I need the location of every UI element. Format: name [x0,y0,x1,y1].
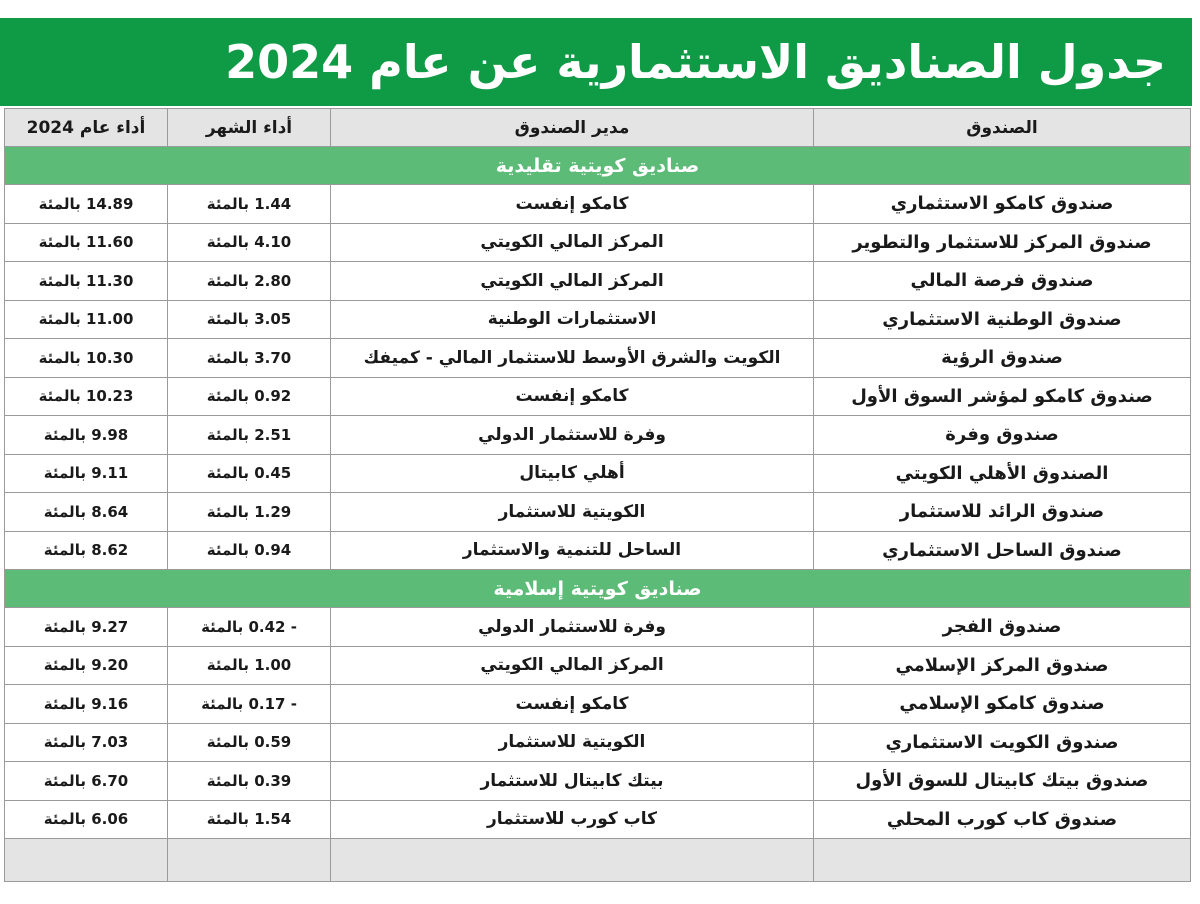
fund-name-cell: صندوق كاب كورب المحلي [814,800,1191,839]
year-performance-cell: 7.03 بالمئة [5,723,168,762]
table-row [5,185,1191,224]
fund-name-cell: الصندوق الأهلي الكويتي [814,454,1191,493]
manager-cell: كاب كورب للاستثمار [331,800,814,839]
year-performance-cell: 9.98 بالمئة [5,416,168,455]
month-performance-cell: 0.45 بالمئة [168,454,331,493]
table-row [5,339,1191,378]
table-body [5,147,1191,882]
manager-cell: وفرة للاستثمار الدولي [331,608,814,647]
table-header-row [5,109,1191,147]
month-performance-cell: - 0.17 بالمئة [168,685,331,724]
manager-cell: الاستثمارات الوطنية [331,300,814,339]
table-row [5,300,1191,339]
year-performance-cell: 11.60 بالمئة [5,223,168,262]
table-row [5,223,1191,262]
month-performance-cell: 1.29 بالمئة [168,493,331,532]
year-performance-cell: 6.70 بالمئة [5,762,168,801]
section-title: صناديق كويتية تقليدية [5,147,1191,185]
table-row [5,762,1191,801]
table-row [5,454,1191,493]
fund-name-cell: صندوق كامكو لمؤشر السوق الأول [814,377,1191,416]
month-performance-cell: 0.39 بالمئة [168,762,331,801]
table-row [5,377,1191,416]
fund-name-cell: صندوق كامكو الاستثماري [814,185,1191,224]
year-performance-cell: 8.64 بالمئة [5,493,168,532]
table-row [5,531,1191,570]
year-performance-cell: 11.00 بالمئة [5,300,168,339]
manager-cell: الكويت والشرق الأوسط للاستثمار المالي - كميفك [331,339,814,378]
year-performance-cell: 10.30 بالمئة [5,339,168,378]
month-performance-cell: - 0.42 بالمئة [168,608,331,647]
year-performance-cell: 9.16 بالمئة [5,685,168,724]
empty-cell [814,839,1191,882]
manager-cell: كامكو إنفست [331,685,814,724]
fund-name-cell: صندوق الرائد للاستثمار [814,493,1191,532]
fund-name-cell: صندوق كامكو الإسلامي [814,685,1191,724]
column-header-manager: مدير الصندوق [331,109,814,147]
fund-name-cell: صندوق الوطنية الاستثماري [814,300,1191,339]
table-row [5,723,1191,762]
table-row [5,608,1191,647]
year-performance-cell: 11.30 بالمئة [5,262,168,301]
month-performance-cell: 2.80 بالمئة [168,262,331,301]
month-performance-cell: 3.05 بالمئة [168,300,331,339]
fund-name-cell: صندوق وفرة [814,416,1191,455]
fund-name-cell: صندوق بيتك كابيتال للسوق الأول [814,762,1191,801]
month-performance-cell: 0.94 بالمئة [168,531,331,570]
year-performance-cell: 8.62 بالمئة [5,531,168,570]
fund-name-cell: صندوق الفجر [814,608,1191,647]
year-performance-cell: 14.89 بالمئة [5,185,168,224]
manager-cell: أهلي كابيتال [331,454,814,493]
empty-cell [5,839,168,882]
manager-cell: المركز المالي الكويتي [331,223,814,262]
year-performance-cell: 10.23 بالمئة [5,377,168,416]
fund-name-cell: صندوق الساحل الاستثماري [814,531,1191,570]
month-performance-cell: 3.70 بالمئة [168,339,331,378]
manager-cell: كامكو إنفست [331,185,814,224]
column-header-month: أداء الشهر [168,109,331,147]
manager-cell: الكويتية للاستثمار [331,723,814,762]
month-performance-cell: 2.51 بالمئة [168,416,331,455]
year-performance-cell: 9.11 بالمئة [5,454,168,493]
table-row [5,800,1191,839]
month-performance-cell: 0.59 بالمئة [168,723,331,762]
table-row [5,685,1191,724]
column-header-year: أداء عام 2024 [5,109,168,147]
manager-cell: كامكو إنفست [331,377,814,416]
month-performance-cell: 1.54 بالمئة [168,800,331,839]
section-header-row [5,570,1191,608]
manager-cell: وفرة للاستثمار الدولي [331,416,814,455]
year-performance-cell: 9.20 بالمئة [5,646,168,685]
column-header-fund: الصندوق [814,109,1191,147]
empty-cell [168,839,331,882]
empty-row [5,839,1191,882]
year-performance-cell: 6.06 بالمئة [5,800,168,839]
table-row [5,262,1191,301]
manager-cell: الكويتية للاستثمار [331,493,814,532]
manager-cell: الساحل للتنمية والاستثمار [331,531,814,570]
table-row [5,493,1191,532]
manager-cell: المركز المالي الكويتي [331,262,814,301]
section-title: صناديق كويتية إسلامية [5,570,1191,608]
table-row [5,416,1191,455]
fund-name-cell: صندوق المركز للاستثمار والتطوير [814,223,1191,262]
title-banner [0,18,1192,106]
manager-cell: بيتك كابيتال للاستثمار [331,762,814,801]
empty-cell [331,839,814,882]
manager-cell: المركز المالي الكويتي [331,646,814,685]
table-row [5,646,1191,685]
year-performance-cell: 9.27 بالمئة [5,608,168,647]
fund-name-cell: صندوق الكويت الاستثماري [814,723,1191,762]
page-title: جدول الصناديق الاستثمارية عن عام 2024 [225,35,1166,89]
fund-name-cell: صندوق فرصة المالي [814,262,1191,301]
fund-name-cell: صندوق المركز الإسلامي [814,646,1191,685]
month-performance-cell: 1.44 بالمئة [168,185,331,224]
section-header-row [5,147,1191,185]
month-performance-cell: 4.10 بالمئة [168,223,331,262]
month-performance-cell: 0.92 بالمئة [168,377,331,416]
month-performance-cell: 1.00 بالمئة [168,646,331,685]
fund-name-cell: صندوق الرؤية [814,339,1191,378]
funds-table [4,108,1191,882]
